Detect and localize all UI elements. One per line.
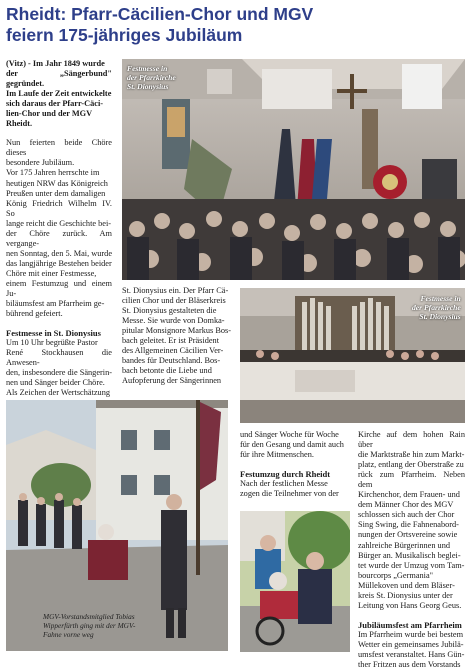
intro-lead: (Vitz) - Im Jahr 1849 wurde der „Sängerbund" gegründet. Im Laufe der Zeit entwickelte sich daraus der Pfarr-Cäci- lien-Chor und der MGV Rheidt. xyxy=(6,59,112,129)
headline-line-2: feiern 175-jähriges Jubiläum xyxy=(6,25,243,45)
headline-line-1: Rheidt: Pfarr-Cäcilien-Chor und MGV xyxy=(6,4,314,24)
column-3: und Sänger Woche für Woche für den Gesang und damit auch für ihre Mitmenschen. Festumzug durch Rheidt Nach der festlichen Messe zogen die Teilnehmer von der xyxy=(240,430,347,499)
column-4: Kirche auf dem hohen Rain über die Marktstraße hin zum Markt- platz, entlang der Oberstraße zu rück zum Pfarrheim. Neben dem Kirchenchor, dem Frauen- und dem Männer Chor des MGV schlossen sich auch der Chor Sing Swing, die Fahnenabord- nungen der Ortsvereine sowie zahlreiche Bürgerinnen und Bürger an. Musikalisch beglei- tet wurde der Umzug vom Tam- bourcorps „Germania" Müllekoven und dem Bläser- kreis St. Dionysius unter der Leitung von Hans Georg Geus. Jubiläumsfest am Pfarrheim Im Pfarrheim wurde bei bestem Wetter ein gemeinsames Jubilä- umsfest veranstaltet. Hans Gün- ther Fritzen aus dem Vorstands xyxy=(358,430,465,670)
column-1 xyxy=(6,59,112,459)
wheelchair-photo xyxy=(240,511,350,652)
intro-body: Nun feierten beide Chöre dieses besondere Jubiläum. Vor 175 Jahren herrschte im heutigen NRW das Königreich Preußen unter dem damaligen König Friedrich Wilhelm IV. So lange reicht die Geschichte bei- der Chöre zurück. Am vergange- nen Sonntag, den 5. Mai, wurde das langjährige Bestehen beider Chöre mit einer Festmesse, einem Festumzug und einem Ju- biläumsfest am Pfarrheim ge- bührend gefeiert. xyxy=(6,138,112,319)
subheading-jubilaeum: Jubiläumsfest am Pfarrheim xyxy=(358,619,462,630)
subheading-festmesse: Festmesse in St. Dionysius xyxy=(6,328,101,339)
caption-church-right: Festmesse in der Pfarrkirche St. Dionysius xyxy=(412,294,461,321)
column-2: St. Dionysius ein. Der Pfarr Cä- cilien Chor und der Bläserkreis St. Dionysius gestalteten die Messe. Sie wurde von Domka- pitular Monsignore Markus Bos- bach geleitet. Er ist Präsident des Allgemeinen Cäcilien Ver- bandes für Deutschland. Bos- bach betonte die Liebe und Aufopferung der Sängerinnen xyxy=(122,286,232,386)
festmesse-body: Um 10 Uhr begrüßte Pastor René Stockhausen die Anwesen- den, insbesondere die Sängerin- nen und Sänger beider Chöre. Als Zeichen der Wertschätzung xyxy=(6,338,112,398)
caption-church-left: Festmesse in der Pfarrkirche St. Dionysius xyxy=(127,64,176,91)
church-interior-photo xyxy=(122,59,465,280)
caption-parade: MGV-Vorstandsmitglied Tobias Wipperfürth ging mit der MGV- Fahne vorne weg xyxy=(43,612,136,639)
subheading-festumzug: Festumzug durch Rheidt xyxy=(240,469,331,480)
headline xyxy=(6,4,466,46)
